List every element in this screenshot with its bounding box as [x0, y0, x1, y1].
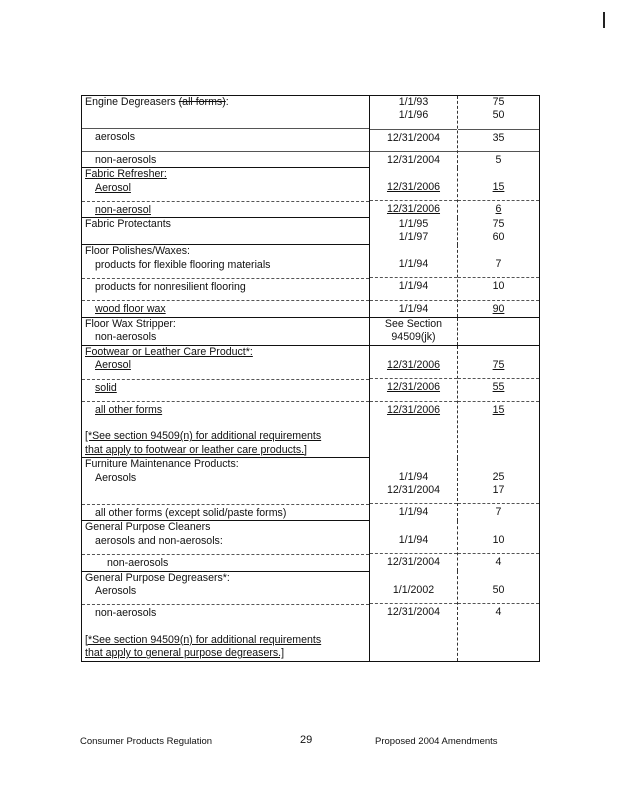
voc-limit: 15 [492, 403, 505, 416]
table-row [82, 521, 540, 571]
voc-limit: 60 [492, 231, 505, 244]
effective-date: 1/1/94 [398, 533, 429, 546]
voc-limit: 10 [492, 280, 505, 293]
category-label: Fabric Refresher: [85, 168, 167, 181]
effective-date: 12/31/2004 [386, 154, 441, 167]
effective-date: 12/31/2006 [386, 403, 441, 416]
table-row [82, 168, 540, 218]
voc-limit: 55 [492, 381, 505, 394]
subcategory-label: non-aerosols [107, 557, 169, 570]
effective-date: 12/31/2006 [386, 358, 441, 371]
effective-date: 1/1/94 [398, 470, 429, 483]
effective-date: 1/1/97 [398, 231, 429, 244]
table-row [82, 96, 540, 168]
subcategory-label: aerosols [95, 131, 136, 144]
footer-subtitle: Proposed 2004 Amendments [375, 736, 498, 747]
effective-date: 12/31/2004 [386, 606, 441, 619]
table-row [82, 458, 540, 521]
voc-limit: 15 [492, 180, 505, 193]
category-label: Footwear or Leather Care Product*: [85, 345, 253, 358]
category-label: Floor Wax Stripper: [85, 317, 176, 330]
voc-limit: 6 [495, 203, 502, 216]
effective-date: See Section [384, 317, 443, 330]
margin-mark [603, 12, 605, 28]
category-label: General Purpose Cleaners [85, 521, 211, 534]
voc-limit: 7 [495, 257, 502, 270]
subcategory-label: Aerosols [95, 584, 137, 597]
effective-date: 1/1/93 [398, 96, 429, 108]
voc-limit: 5 [495, 154, 502, 167]
voc-limit: 50 [492, 109, 505, 122]
voc-limit: 35 [492, 131, 505, 144]
voc-limit: 75 [492, 217, 505, 230]
category-label: Furniture Maintenance Products: [85, 458, 239, 471]
table-row [82, 345, 540, 457]
effective-date: 12/31/2006 [386, 203, 441, 216]
voc-limit: 75 [492, 96, 505, 108]
effective-date: 94509(jk) [391, 331, 436, 344]
effective-date: 12/31/2004 [386, 484, 441, 497]
subcategory-label: non-aerosols [95, 153, 157, 166]
table-row [82, 317, 540, 345]
category-label: Engine Degreasers (all forms): [85, 96, 229, 108]
footnote: [*See section 94509(n) for additional requirements [85, 430, 322, 443]
subcategory-label: solid [95, 381, 117, 394]
page-number: 29 [300, 734, 313, 746]
effective-date: 1/1/2002 [392, 584, 435, 597]
voc-limit: 17 [492, 484, 505, 497]
effective-date: 12/31/2006 [386, 180, 441, 193]
effective-date: 1/1/94 [398, 506, 429, 519]
voc-limit: 10 [492, 533, 505, 546]
category-label: Floor Polishes/Waxes: [85, 245, 190, 258]
subcategory-label: non-aerosols [95, 607, 157, 620]
footnote: [*See section 94509(n) for additional requirements [85, 633, 322, 646]
subcategory-label: all other forms (except solid/paste forms) [95, 506, 287, 519]
effective-date: 1/1/94 [398, 257, 429, 270]
voc-limit: 4 [495, 606, 502, 619]
category-label: General Purpose Degreasers*: [85, 571, 230, 584]
category-label: Fabric Protectants [85, 218, 171, 231]
subcategory-label: products for flexible flooring materials [95, 258, 271, 271]
voc-limit: 75 [492, 358, 505, 371]
subcategory-label: non-aerosols [95, 331, 157, 344]
voc-limit: 7 [495, 506, 502, 519]
subcategory-label: all other forms [95, 403, 163, 416]
table-row [82, 571, 540, 661]
footer-title: Consumer Products Regulation [80, 736, 213, 747]
subcategory-label: Aerosol [95, 181, 131, 194]
subcategory-label: non-aerosol [95, 204, 151, 217]
subcategory-label: Aerosol [95, 359, 131, 372]
effective-date: 12/31/2006 [386, 381, 441, 394]
voc-limit: 4 [495, 556, 502, 569]
effective-date: 1/1/95 [398, 217, 429, 230]
footnote: that apply to general purpose degreasers.] [85, 647, 285, 660]
voc-limit: 25 [492, 470, 505, 483]
table-row [82, 245, 540, 318]
subcategory-label: wood floor wax [95, 303, 166, 316]
subcategory-label: products for nonresilient flooring [95, 281, 246, 294]
effective-date: 1/1/96 [398, 109, 429, 122]
subcategory-label: aerosols and non-aerosols: [95, 534, 223, 547]
voc-limits-table [81, 95, 540, 662]
voc-limit: 90 [492, 302, 505, 315]
voc-limit: 50 [492, 584, 505, 597]
subcategory-label: Aerosols [95, 471, 137, 484]
table-row [82, 218, 540, 245]
effective-date: 1/1/94 [398, 280, 429, 293]
effective-date: 1/1/94 [398, 302, 429, 315]
effective-date: 12/31/2004 [386, 556, 441, 569]
footnote: that apply to footwear or leather care products.] [85, 443, 308, 456]
effective-date: 12/31/2004 [386, 131, 441, 144]
